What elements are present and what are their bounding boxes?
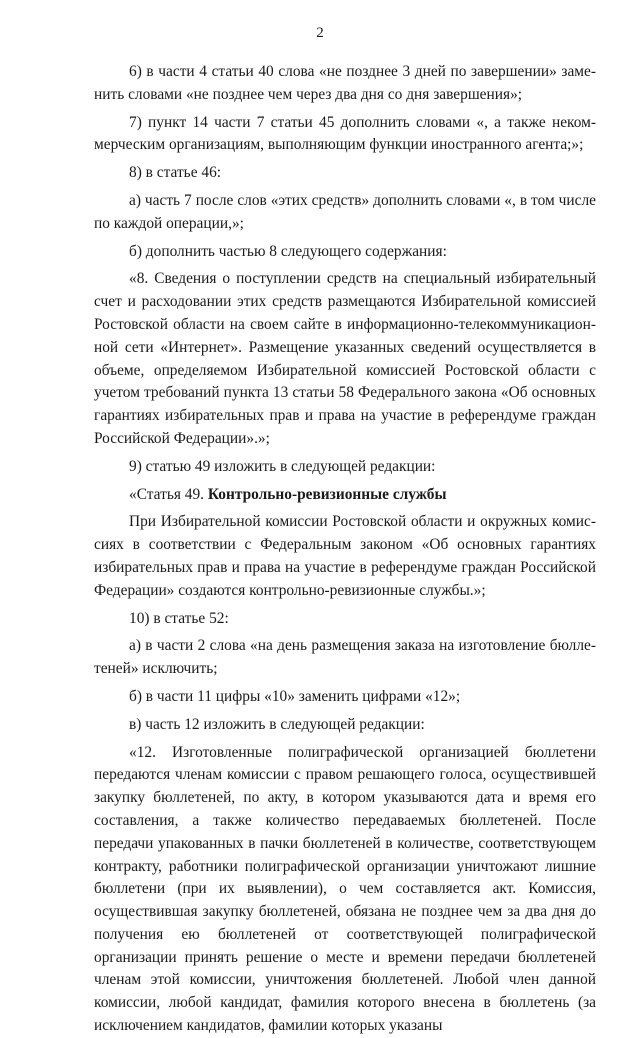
paragraph-6-part4-art40: 6) в части 4 статьи 40 слова «не позднее 3 дней по завершении» заменить словами «не позднее чем через два дня со дня завершения»;: [94, 63, 596, 103]
paragraph-new-part12: «12. Изготовленные полиграфической организацией бюллетени передаются членам комиссии с правом решающего голоса, осуществившей закупку бюллетеней, по акту, в котором указываются дата и время его составления, а также количество передаваемых бюллетеней. После передачи упакованных в пачки бюллетеней в количестве, соответствующем контракту, работники полиграфической организации уничтожают лишние бюллетени (при их выявлении), о чем составляется акт. Комиссия, осуществившая закупку бюллетеней, обязана не позднее чем за два дня до получения ею бюллетеней от соответствующей полиграфической организации принять решение о месте и времени передачи бюллетеней членам этой комиссии, уничтожения бюллетеней. Любой член данной комиссии, любой кандидат, фамилия которого внесена в бюллетень (за исключением кандидатов, фамилии которых указаны: [94, 743, 596, 1035]
paragraph-8a: а) часть 7 после слов «этих средств» дополнить словами «, в том числе по каждой операции,»;: [94, 191, 596, 232]
paragraph-9-art49: 9) статью 49 изложить в следующей редакции:: [129, 457, 436, 475]
paragraph-10v: в) часть 12 изложить в следующей редакции:: [129, 715, 425, 733]
article-49-prefix: «Статья 49.: [129, 485, 208, 503]
document-body: [94, 61, 596, 1038]
paragraph-new-part8: «8. Сведения о поступлении средств на специальный избирательный счет и расходовании этих средств размещаются Избирательной комиссией Ростовской области на своем сайте в информационно-телекоммуникационной сети «Интернет». Размещение указанных сведений осуществляется в объеме, определяемом Избирательной комиссией Ростовской области с учетом требований пункта 13 статьи 58 Федерального закона «Об основных гарантиях избирательных прав и права на участие в референдуме граждан Российской Федерации».»;: [94, 270, 596, 447]
paragraph-10a: а) в части 2 слова «на день размещения заказа на изготовление бюллетеней» исключить;: [94, 637, 596, 678]
paragraph-art49-text: При Избирательной комиссии Ростовской области и окружных комиссиях в соответствии с Федеральным законом «Об основных гарантиях избирательных прав и права на участие в референдуме граждан Российской Федерации» создаются контрольно-ревизионные службы.»;: [94, 513, 596, 599]
paragraph-8-art46: 8) в статье 46:: [129, 164, 222, 182]
article-49-title: Контрольно-ревизионные службы: [207, 485, 447, 503]
paragraph-10b: б) в части 11 цифры «10» заменить цифрами «12»;: [129, 687, 461, 705]
paragraph-10-art52: 10) в статье 52:: [129, 609, 229, 627]
article-49-heading: [94, 484, 596, 507]
page-number: 2: [316, 25, 324, 41]
paragraph-7-item14-art45: 7) пункт 14 части 7 статьи 45 дополнить словами «, а также некоммерческим организациям, выполняющим функции иностранного агента;»;: [94, 113, 596, 154]
paragraph-8b: б) дополнить частью 8 следующего содержания:: [129, 242, 447, 260]
